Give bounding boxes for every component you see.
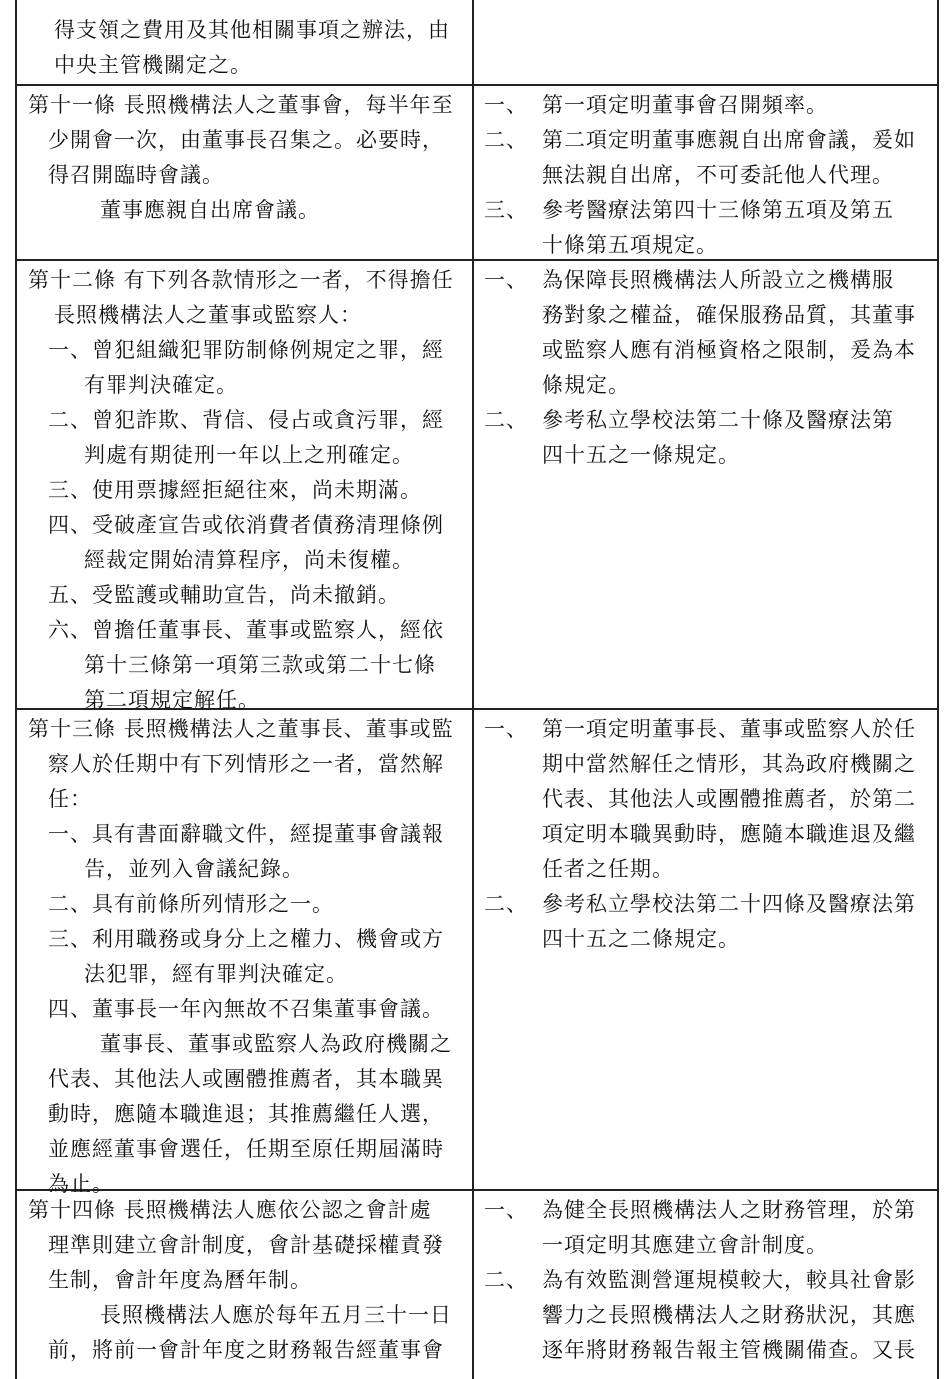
article-11-text [28, 89, 466, 226]
note-number: 二、 [484, 892, 528, 916]
row-divider [15, 84, 938, 86]
list-item: 三、利用職務或身分上之權力、機會或方 [48, 927, 444, 951]
row-0-article-text [28, 14, 466, 81]
note-number: 一、 [484, 93, 528, 117]
note-line: 參考醫療法第四十三條第五項及第五 [542, 198, 894, 222]
list-item: 一、具有書面辭職文件，經提董事會議報 [48, 822, 444, 846]
text-line: 任： [48, 787, 92, 811]
text-line: 第十三條第一項第三款或第二十七條 [84, 653, 436, 677]
note-line: 務對象之權益，確保服務品質，其董事 [542, 303, 916, 327]
text-line: 董事應親自出席會議。 [100, 198, 320, 222]
table-column-divider [472, 0, 474, 1379]
article-heading-line: 第十三條 長照機構法人之董事長、董事或監 [28, 717, 454, 741]
text-line: 法犯罪，經有罪判決確定。 [84, 962, 348, 986]
article-13-text [28, 713, 466, 1200]
text-line: 有罪判決確定。 [84, 373, 238, 397]
note-line: 十條第五項規定。 [542, 233, 718, 257]
text-line: 察人於任期中有下列情形之一者，當然解 [48, 752, 444, 776]
note-line: 響力之長照機構法人之財務狀況，其應 [542, 1303, 916, 1327]
note-line: 四十五之一條規定。 [542, 443, 740, 467]
text-line: 理準則建立會計制度，會計基礎採權責發 [48, 1233, 444, 1257]
list-item: 四、董事長一年內無故不召集董事會議。 [48, 997, 444, 1021]
article-14-text [28, 1194, 466, 1366]
list-item: 二、具有前條所列情形之一。 [48, 892, 334, 916]
note-line: 參考私立學校法第二十四條及醫療法第 [542, 892, 916, 916]
text-line: 長照機構法人之董事或監察人： [54, 303, 362, 327]
note-line: 或監察人應有消極資格之限制，爰為本 [542, 338, 916, 362]
note-item [484, 888, 930, 920]
note-item [484, 404, 930, 436]
note-number: 三、 [484, 198, 528, 222]
text-line: 長照機構法人應於每年五月三十一日 [100, 1303, 452, 1327]
note-line: 第一項定明董事會召開頻率。 [542, 93, 828, 117]
list-item: 三、使用票據經拒絕往來，尚未期滿。 [48, 478, 422, 502]
note-item [484, 89, 930, 121]
text-line: 得支領之費用及其他相關事項之辦法，由 [54, 18, 450, 42]
text-line: 董事長、董事或監察人為政府機關之 [100, 1032, 452, 1056]
note-number: 二、 [484, 408, 528, 432]
note-line: 參考私立學校法第二十條及醫療法第 [542, 408, 894, 432]
table-border-right [937, 0, 939, 1379]
note-item [484, 194, 930, 226]
note-line: 第二項定明董事應親自出席會議，爰如 [542, 128, 916, 152]
note-item [484, 1264, 930, 1296]
note-line: 逐年將財務報告報主管機關備查。又長 [542, 1338, 916, 1362]
text-line: 告，並列入會議紀錄。 [84, 857, 304, 881]
list-item: 四、受破產宣告或依消費者債務清理條例 [48, 513, 444, 537]
note-line: 代表、其他法人或團體推薦者，於第二 [542, 787, 916, 811]
note-line: 項定明本職異動時，應隨本職進退及繼 [542, 822, 916, 846]
note-number: 二、 [484, 1268, 528, 1292]
article-heading-line: 第十四條 長照機構法人應依公認之會計處 [28, 1198, 432, 1222]
text-line: 前，將前一會計年度之財務報告經董事會 [48, 1338, 444, 1362]
text-line: 經裁定開始清算程序，尚未復權。 [84, 548, 414, 572]
note-line: 一項定明其應建立會計制度。 [542, 1233, 828, 1257]
article-12-text [28, 264, 466, 716]
note-item [484, 713, 930, 745]
table-border-left [15, 0, 17, 1379]
text-line: 中央主管機關定之。 [54, 53, 252, 77]
text-line: 判處有期徒刑一年以上之刑確定。 [84, 443, 414, 467]
text-line: 少開會一次，由董事長召集之。必要時， [48, 128, 444, 152]
article-11-notes [484, 89, 930, 261]
note-item [484, 1194, 930, 1226]
text-line: 第二項規定解任。 [84, 688, 260, 712]
list-item: 六、曾擔任董事長、董事或監察人，經依 [48, 618, 444, 642]
list-item: 五、受監護或輔助宣告，尚未撤銷。 [48, 583, 400, 607]
text-line: 生制，會計年度為曆年制。 [48, 1268, 312, 1292]
note-line: 無法親自出席，不可委託他人代理。 [542, 163, 894, 187]
note-item [484, 124, 930, 156]
list-item: 一、曾犯組織犯罪防制條例規定之罪，經 [48, 338, 444, 362]
text-line: 動時，應隨本職進退；其推薦繼任人選， [48, 1102, 444, 1126]
text-line: 代表、其他法人或團體推薦者，其本職異 [48, 1067, 444, 1091]
note-line: 為健全長照機構法人之財務管理，於第 [542, 1198, 916, 1222]
note-line: 第一項定明董事長、董事或監察人於任 [542, 717, 916, 741]
note-line: 任者之任期。 [542, 857, 674, 881]
note-line: 四十五之二條規定。 [542, 927, 740, 951]
text-line: 得召開臨時會議。 [48, 163, 224, 187]
note-number: 一、 [484, 717, 528, 741]
note-number: 一、 [484, 268, 528, 292]
text-line: 並應經董事會選任，任期至原任期屆滿時 [48, 1137, 444, 1161]
note-item [484, 264, 930, 296]
article-13-notes [484, 713, 930, 955]
note-line: 為保障長照機構法人所設立之機構服 [542, 268, 894, 292]
note-line: 條規定。 [542, 373, 630, 397]
text-line: 為止。 [48, 1172, 114, 1196]
article-14-notes [484, 1194, 930, 1366]
article-12-notes [484, 264, 930, 471]
note-number: 一、 [484, 1198, 528, 1222]
note-line: 期中當然解任之情形，其為政府機關之 [542, 752, 916, 776]
note-number: 二、 [484, 128, 528, 152]
article-heading-line: 第十一條 長照機構法人之董事會，每半年至 [28, 93, 454, 117]
list-item: 二、曾犯詐欺、背信、侵占或貪污罪，經 [48, 408, 444, 432]
article-heading-line: 第十二條 有下列各款情形之一者，不得擔任 [28, 268, 454, 292]
note-line: 為有效監測營運規模較大，較具社會影 [542, 1268, 916, 1292]
